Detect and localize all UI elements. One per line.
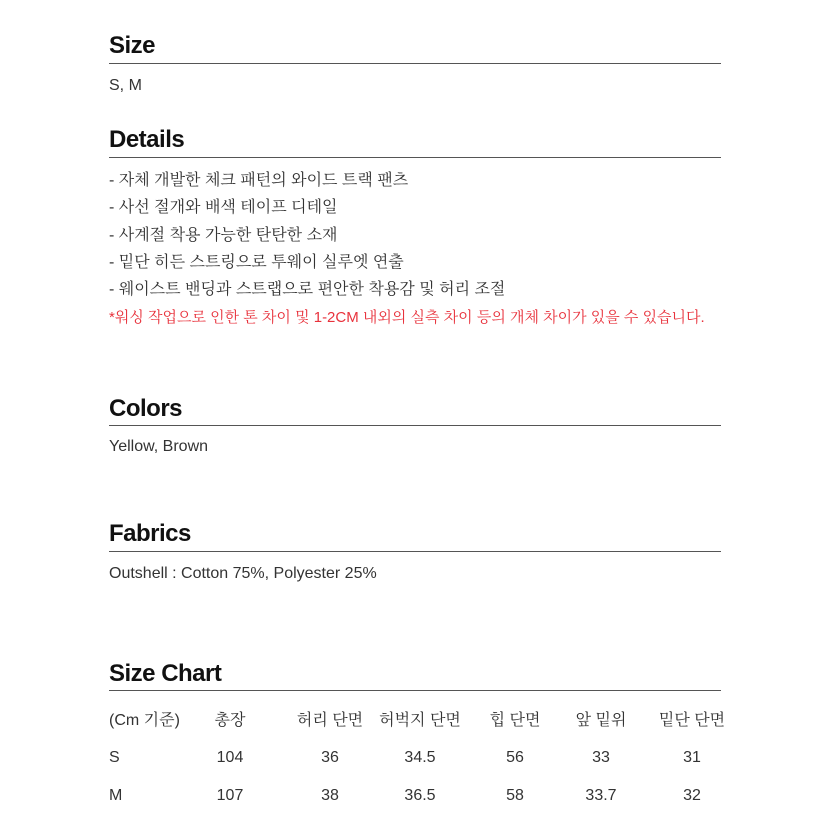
table-cell: 38	[321, 787, 339, 804]
fabrics-value: Outshell : Cotton 75%, Polyester 25%	[109, 565, 377, 582]
washing-notice: *워싱 작업으로 인한 톤 차이 및 1-2CM 내외의 실측 차이 등의 개체 차이가 있을 수 있습니다.	[109, 309, 705, 326]
table-cell: 56	[506, 749, 524, 766]
divider	[109, 63, 721, 64]
table-cell: 33.7	[585, 787, 617, 804]
header-cell: 앞 밑위	[575, 712, 627, 729]
detail-item: - 웨이스트 밴딩과 스트랩으로 편안한 착용감 및 허리 조절	[109, 281, 506, 298]
header-cell: 힙 단면	[489, 712, 541, 729]
table-cell: 36.5	[404, 787, 436, 804]
divider	[109, 157, 721, 158]
table-cell: 34.5	[404, 749, 436, 766]
detail-item: - 사계절 착용 가능한 탄탄한 소재	[109, 227, 338, 244]
header-cell: (Cm 기준)	[109, 712, 180, 729]
table-cell: 33	[592, 749, 610, 766]
table-cell: 107	[216, 787, 244, 804]
table-cell: 104	[216, 749, 244, 766]
header-cell: 총장	[214, 712, 246, 729]
table-cell: 31	[683, 749, 701, 766]
table-cell: 58	[506, 787, 524, 804]
size-label: M	[109, 787, 123, 804]
fabrics-heading: Fabrics	[109, 520, 191, 547]
colors-value: Yellow, Brown	[109, 438, 209, 455]
divider	[109, 690, 721, 691]
size-heading: Size	[109, 32, 156, 59]
divider	[109, 551, 721, 552]
detail-item: - 밑단 히든 스트링으로 투웨이 실루엣 연출	[109, 254, 404, 271]
divider	[109, 425, 721, 426]
size-chart-heading: Size Chart	[109, 660, 222, 687]
size-label: S	[109, 749, 120, 766]
header-cell: 밑단 단면	[658, 712, 726, 729]
table-cell: 36	[321, 749, 339, 766]
colors-heading: Colors	[109, 395, 183, 422]
header-cell: 허리 단면	[296, 712, 364, 729]
header-cell: 허벅지 단면	[379, 712, 461, 729]
table-cell: 32	[683, 787, 701, 804]
size-value: S, M	[109, 77, 142, 94]
detail-item: - 자체 개발한 체크 패턴의 와이드 트랙 팬츠	[109, 172, 409, 189]
detail-item: - 사선 절개와 배색 테이프 디테일	[109, 199, 338, 216]
details-heading: Details	[109, 126, 185, 153]
